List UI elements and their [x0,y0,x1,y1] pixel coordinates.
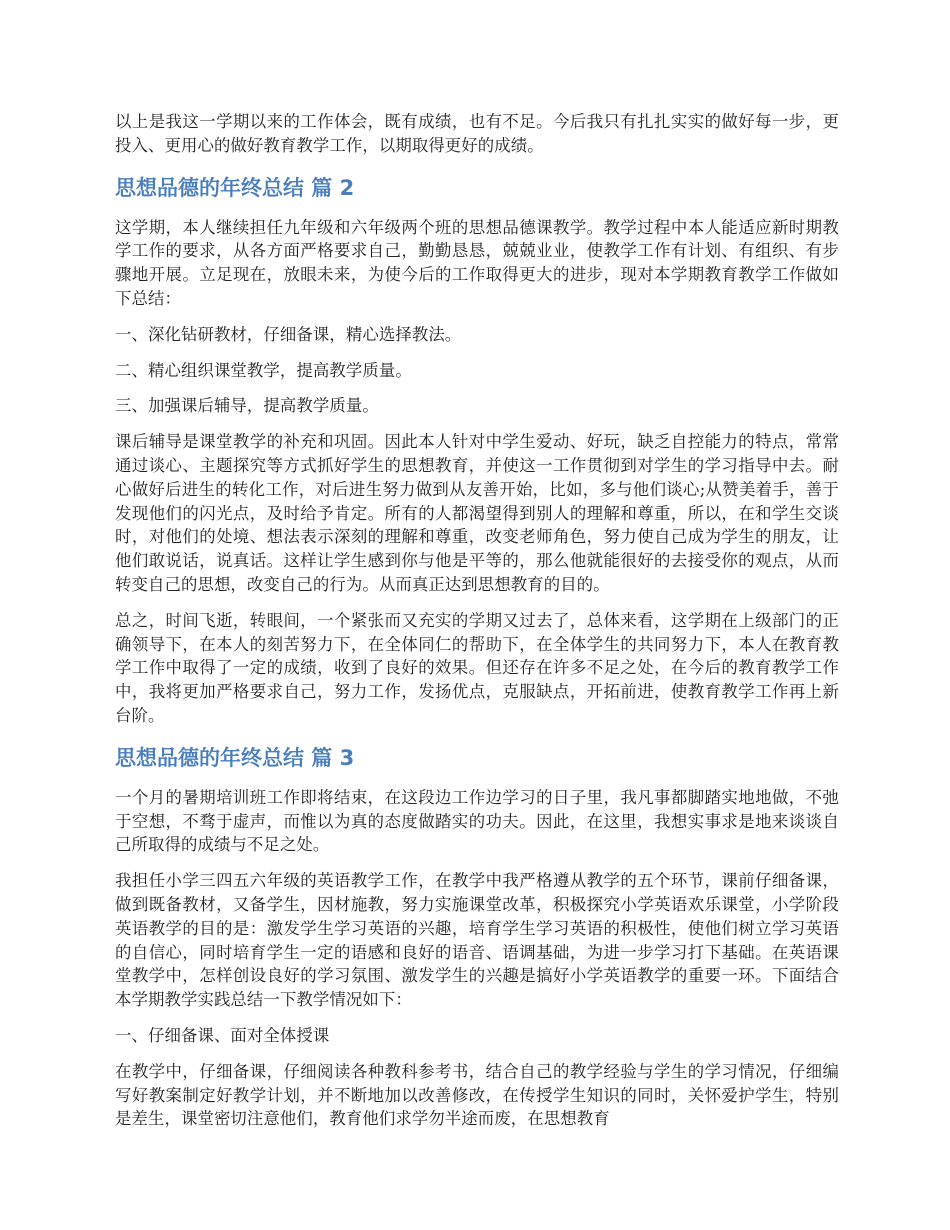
section-2-paragraph-4: 三、加强课后辅导，提高教学质量。 [115,396,379,416]
section-2-paragraph-2: 一、深化钻研教材，仔细备课，精心选择教法。 [115,324,462,344]
document-page [115,110,839,1143]
section-2-paragraph-6: 总之，时间飞逝，转眼间，一个紧张而又充实的学期又过去了，总体来看，这学期在上级部门的正确领导下，在本人的刻苦努力下，在全体同仁的帮助下，在全体学生的共同努力下，本人在教育教学工作中取得了一定的成绩，收到了良好的效果。但还存在许多不足之处，在今后的教育教学工作中，我将更加严格要求自己，努力工作，发扬优点，克服缺点，开拓前进，使教育教学工作再上新台阶。 [115,610,839,725]
section-3-paragraph-1: 一个月的暑期培训班工作即将结束，在这段边工作边学习的日子里，我凡事都脚踏实地地做，不弛于空想，不骛于虚声，而惟以为真的态度做踏实的功夫。因此，在这里，我想实事求是地来谈谈自己所取得的成绩与不足之处。 [115,787,839,855]
section-2-paragraph-5: 课后辅导是课堂教学的补充和巩固。因此本人针对中学生爱动、好玩，缺乏自控能力的特点，常常通过谈心、主题探究等方式抓好学生的思想教育，并使这一工作贯彻到对学生的学习指导中去。耐心做好后进生的转化工作，对后进生努力做到从友善开始，比如，多与他们谈心;从赞美着手，善于发现他们的闪光点，及时给予肯定。所有的人都渴望得到别人的理解和尊重，所以，在和学生交谈时，对他们的处境、想法表示深刻的理解和尊重，改变老师角色，努力使自己成为学生的朋友，让他们敢说话，说真话。这样让学生感到你与他是平等的，那么他就能很好的去接受你的观点，从而转变自己的思想，改变自己的行为。从而真正达到思想教育的目的。 [115,432,839,594]
section-3-heading: 思想品德的年终总结 篇 3 [115,745,355,770]
section-2-paragraph-1: 这学期，本人继续担任九年级和六年级两个班的思想品德课教学。教学过程中本人能适应新时期教学工作的要求，从各方面严格要求自己，勤勤恳恳，兢兢业业，使教学工作有计划、有组织、有步骤地开展。立足现在，放眼未来，为使今后的工作取得更大的进步，现对本学期教育教学工作做如下总结： [115,217,839,308]
intro-paragraph: 以上是我这一学期以来的工作体会，既有成绩，也有不足。今后我只有扎扎实实的做好每一步，更投入、更用心的做好教育教学工作，以期取得更好的成绩。 [115,112,839,155]
section-3-paragraph-4: 在教学中，仔细备课，仔细阅读各种教科参考书，结合自己的教学经验与学生的学习情况，仔细编写好教案制定好教学计划，并不断地加以改善修改，在传授学生知识的同时，关怀爱护学生，特别是差生，课堂密切注意他们，教育他们求学勿半途而废，在思想教育 [115,1061,839,1129]
section-3-paragraph-2: 我担任小学三四五六年级的英语教学工作，在教学中我严格遵从教学的五个环节，课前仔细备课，做到既备教材，又备学生，因材施教，努力实施课堂改革，积极探究小学英语欢乐课堂，小学阶段英语教学的目的是：激发学生学习英语的兴趣，培育学生学习英语的积极性，使他们树立学习英语的自信心，同时培育学生一定的语感和良好的语音、语调基础，为进一步学习打下基础。在英语课堂教学中，怎样创设良好的学习氛围、激发学生的兴趣是搞好小学英语教学的重要一环。下面结合本学期教学实践总结一下教学情况如下： [115,871,839,1010]
section-3-paragraph-3: 一、仔细备课、面对全体授课 [115,1025,330,1045]
section-2-heading: 思想品德的年终总结 篇 2 [115,175,355,200]
section-2-paragraph-3: 二、精心组织课堂教学，提高教学质量。 [115,360,412,380]
